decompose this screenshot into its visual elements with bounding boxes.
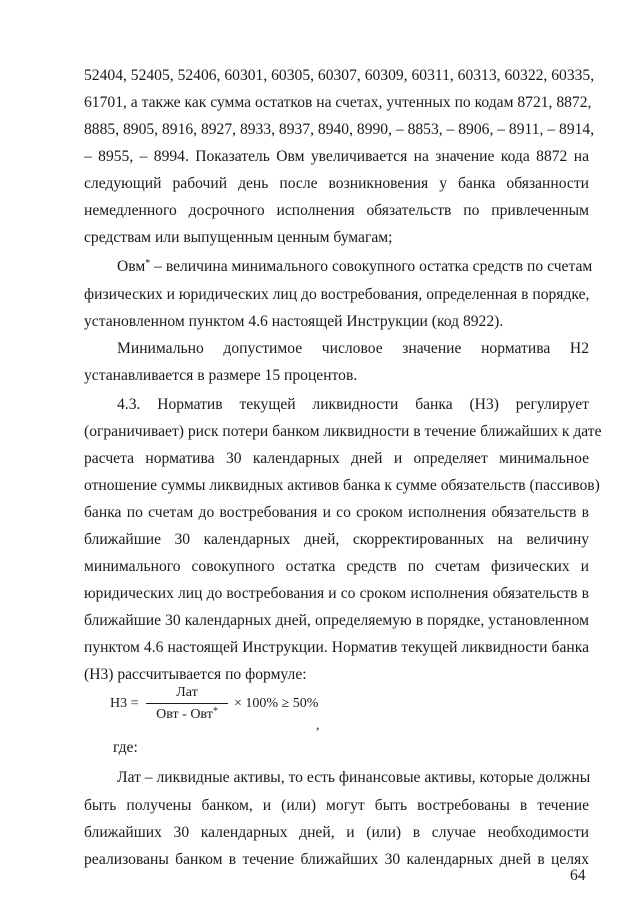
text-line: ближайшие 30 календарных дней, определяемую в порядке, установленном bbox=[84, 612, 589, 629]
text-line: пунктом 4.6 настоящей Инструкции. Норматив текущей ликвидности банка bbox=[84, 639, 589, 656]
fraction-bar bbox=[146, 703, 228, 704]
ovm-definition: – величина минимального совокупного остатка средств по счетам bbox=[154, 258, 593, 275]
text-line: юридических лиц до востребования и со сроком исполнения обязательств в bbox=[84, 585, 589, 602]
text-line: Лат – ликвидные активы, то есть финансовые активы, которые должны bbox=[117, 769, 591, 786]
denominator-superscript: * bbox=[212, 706, 218, 717]
text-line: (Н3) рассчитывается по формуле: bbox=[84, 666, 307, 683]
text-line: следующий рабочий день после возникновения у банка обязанности bbox=[84, 175, 589, 192]
text-line: физических и юридических лиц до востребования, определенная в порядке, bbox=[84, 286, 590, 303]
formula-fraction bbox=[146, 684, 228, 724]
text-line: 52404, 52405, 52406, 60301, 60305, 60307, 60309, 60311, 60313, 60322, 60335, bbox=[84, 67, 595, 84]
formula-lhs: Н3 = bbox=[110, 696, 139, 711]
text-line: банка по счетам до востребования и со сроком исполнения обязательств в bbox=[84, 504, 589, 521]
text-line: быть получены банком, и (или) могут быть востребованы в течение bbox=[84, 797, 589, 814]
ovm-superscript: * bbox=[145, 258, 151, 269]
formula-numerator: Лат bbox=[176, 685, 198, 700]
ovm-term: Овм bbox=[117, 258, 146, 275]
formula-comma: , bbox=[316, 718, 320, 733]
text-line: ближайших 30 календарных дней, и (или) в случае необходимости bbox=[84, 824, 589, 841]
text-line: ближайшие 30 календарных дней, скорректированных на величину bbox=[84, 531, 589, 548]
section-heading-line: 4.3. Норматив текущей ликвидности банка (Н3) регулирует bbox=[117, 396, 589, 413]
text-line: (ограничивает) риск потери банком ликвидности в течение ближайших к дате bbox=[84, 423, 602, 440]
page-number: 64 bbox=[570, 867, 586, 884]
text-line: расчета норматива 30 календарных дней и определяет минимальное bbox=[84, 450, 589, 467]
text-line: устанавливается в размере 15 процентов. bbox=[84, 367, 358, 384]
formula-rhs: × 100% ≥ 50% bbox=[234, 696, 319, 711]
text-line: немедленного досрочного исполнения обязательств по привлеченным bbox=[84, 202, 589, 219]
text-line: средствам или выпущенным ценным бумагам; bbox=[84, 229, 393, 246]
formula-denominator: Овт - Овт* bbox=[156, 706, 218, 722]
ovm-definition-line bbox=[117, 257, 593, 277]
text-line: минимального совокупного остатка средств по счетам физических и bbox=[84, 558, 589, 575]
text-line: реализованы банком в течение ближайших 30 календарных дней в целях bbox=[84, 851, 589, 868]
where-label: где: bbox=[113, 739, 138, 756]
text-line: отношение суммы ликвидных активов банка к сумме обязательств (пассивов) bbox=[84, 477, 600, 494]
text-line: 61701, а также как сумма остатков на счетах, учтенных по кодам 8721, 8872, bbox=[84, 94, 592, 111]
text-line: Минимально допустимое числовое значение норматива Н2 bbox=[117, 340, 589, 357]
text-line: установленном пунктом 4.6 настоящей Инструкции (код 8922). bbox=[84, 313, 504, 330]
text-line: 8885, 8905, 8916, 8927, 8933, 8937, 8940, 8990, – 8853, – 8906, – 8911, – 8914, bbox=[84, 121, 595, 138]
text-line: – 8955, – 8994. Показатель Овм увеличивается на значение кода 8872 на bbox=[84, 148, 589, 165]
